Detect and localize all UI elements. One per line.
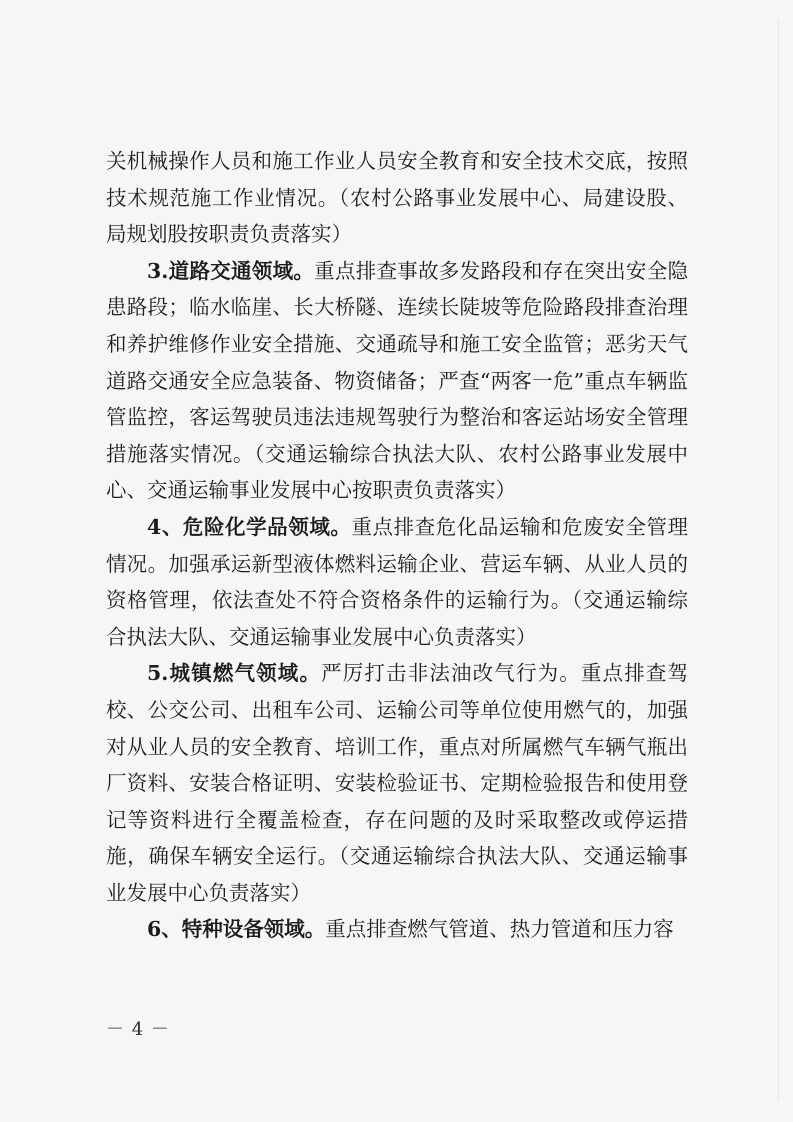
paragraph-special-equipment: [106, 911, 688, 948]
section-heading: 4、危险化学品领域。: [147, 514, 352, 539]
paragraph-road-traffic: [106, 253, 688, 509]
body-text: [106, 143, 688, 948]
section-heading: 5.城镇燃气领域。: [147, 661, 322, 686]
paragraph-continuation: [106, 143, 688, 253]
paragraph-text: 重点排查燃气管道、热力管道和压力容: [325, 917, 674, 942]
section-heading: 6、特种设备领域。: [147, 917, 326, 942]
paragraph-urban-gas: [106, 655, 688, 911]
paragraph-text: 重点排查事故多发路段和存在突出安全隐患路段；临水临崖、长大桥隧、连续长陡坡等危险路段排查治理和养护维修作业安全措施、交通疏导和施工安全监管；恶劣天气道路交通安全应急装备、物资储备；严查“两客一危”重点车辆监管监控，客运驾驶员违法违规驾驶行为整治和客运站场安全管理措施落实情况。（交通运输综合执法大队、农村公路事业发展中心、交通运输事业发展中心按职责负责落实）: [106, 258, 688, 503]
paragraph-text: 重点排查危化品运输和危废安全管理情况。加强承运新型液体燃料运输企业、营运车辆、从业人员的资格管理，依法查处不符合资格条件的运输行为。（交通运输综合执法大队、交通运输事业发展中心负责落实）: [106, 514, 689, 649]
section-heading: 3.道路交通领域。: [147, 258, 315, 283]
paragraph-text: 严厉打击非法油改气行为。重点排查驾校、公交公司、出租车公司、运输公司等单位使用燃气的，加强对从业人员的安全教育、培训工作，重点对所属燃气车辆气瓶出厂资料、安装合格证明、安装检验证书、定期检验报告和使用登记等资料进行全覆盖检查，存在问题的及时采取整改或停运措施，确保车辆安全运行。（交通运输综合执法大队、交通运输事业发展中心负责落实）: [106, 661, 689, 905]
paragraph-text: 关机械操作人员和施工作业人员安全教育和安全技术交底，按照技术规范施工作业情况。（农村公路事业发展中心、局建设股、局规划股按职责负责落实）: [106, 149, 688, 247]
page-number: － 4 －: [106, 1019, 170, 1040]
paragraph-hazardous-chemicals: [106, 509, 688, 655]
page-edge-shadow: [778, 20, 779, 1100]
